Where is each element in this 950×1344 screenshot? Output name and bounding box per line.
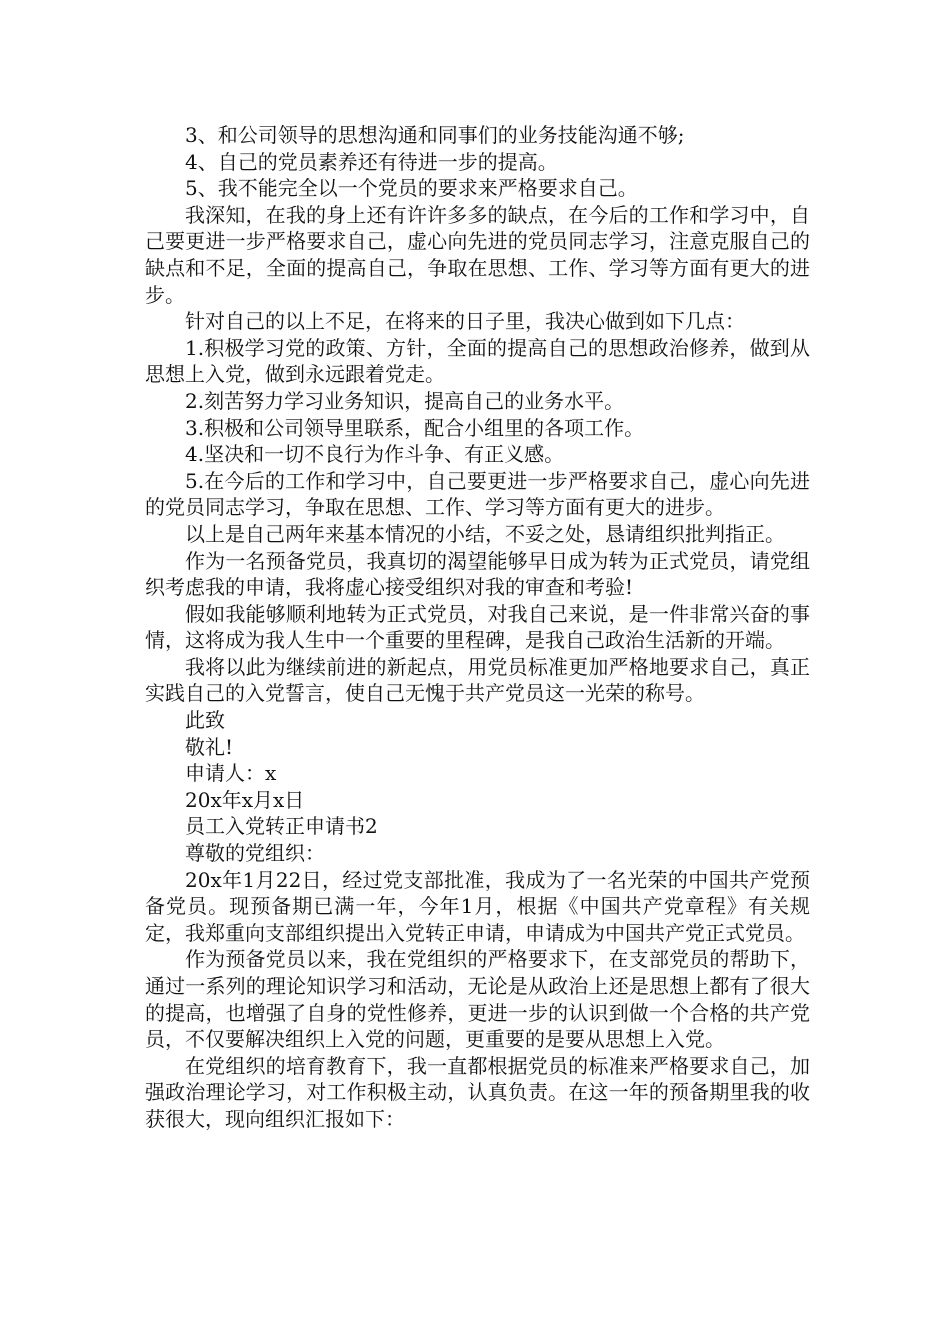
paragraph-4: 我深知，在我的身上还有许许多多的缺点，在今后的工作和学习中，自己要更进一步严格要求自己，虚心向先进的党员同志学习，注意克服自己的缺点和不足，全面的提高自己，争取在思想、工作、学习等方面有更大的进步。: [145, 202, 810, 307]
paragraph-22: 作为预备党员以来，我在党组织的严格要求下，在支部党员的帮助下，通过一系列的理论知识学习和活动，无论是从政治上还是思想上都有了很大的提高，也增强了自身的党性修养，更进一步的认识到做一个合格的共产党员，不仅要解决组织上入党的问题，更重要的是要从思想上入党。: [145, 947, 810, 1052]
paragraph-6: 1.积极学习党的政策、方针，全面的提高自己的思想政治修养，做到从思想上入党，做到永远跟着党走。: [145, 335, 810, 387]
date-line: 20x年x月x日: [185, 787, 305, 812]
paragraph-1: 3、和公司领导的思想沟通和同事们的业务技能沟通不够;: [185, 123, 685, 147]
paragraph-21: 20x年1月22日，经过党支部批准，我成为了一名光荣的中国共产党预备党员。现预备期已满一年，今年1月，根据《中国共产党章程》有关规定，我郑重向支部组织提出入党转正申请，申请成为中国共产党正式党员。: [145, 867, 810, 945]
paragraph-8: 3.积极和公司领导里联系，配合小组里的各项工作。: [185, 415, 645, 440]
paragraph-23: 在党组织的培育教育下，我一直都根据党员的标准来严格要求自己，加强政治理论学习，对工作积极主动，认真负责。在这一年的预备期里我的收获很大，现向组织汇报如下：: [145, 1053, 810, 1131]
paragraph-12: 作为一名预备党员，我真切的渴望能够早日成为转为正式党员，请党组织考虑我的申请，我将虚心接受组织对我的审查和考验!: [145, 548, 810, 600]
section-title: 员工入党转正申请书2: [185, 814, 378, 839]
paragraph-11: 以上是自己两年来基本情况的小结，不妥之处，恳请组织批判指正。: [185, 521, 785, 546]
paragraph-13: 假如我能够顺利地转为正式党员，对我自己来说，是一件非常兴奋的事情，这将成为我人生中一个重要的里程碑，是我自己政治生活新的开端。: [145, 601, 810, 653]
closing-salutation: 此致: [185, 708, 225, 733]
applicant-signature: 申请人：x: [185, 761, 277, 786]
paragraph-5: 针对自己的以上不足，在将来的日子里，我决心做到如下几点：: [185, 309, 745, 334]
paragraph-9: 4.坚决和一切不良行为作斗争、有正义感。: [185, 442, 565, 467]
closing-regards: 敬礼!: [185, 734, 234, 759]
document-body: [145, 122, 810, 1133]
paragraph-7: 2.刻苦努力学习业务知识，提高自己的业务水平。: [185, 388, 625, 413]
paragraph-10: 5.在今后的工作和学习中，自己要更进一步严格要求自己，虚心向先进的党员同志学习，争取在思想、工作、学习等方面有更大的进步。: [145, 468, 810, 520]
paragraph-3: 5、我不能完全以一个党员的要求来严格要求自己。: [185, 176, 638, 201]
greeting: 尊敬的党组织：: [185, 841, 325, 866]
paragraph-14: 我将以此为继续前进的新起点，用党员标准更加严格地要求自己，真正实践自己的入党誓言，使自己无愧于共产党员这一光荣的称号。: [145, 654, 810, 706]
paragraph-2: 4、自己的党员素养还有待进一步的提高。: [185, 149, 558, 174]
